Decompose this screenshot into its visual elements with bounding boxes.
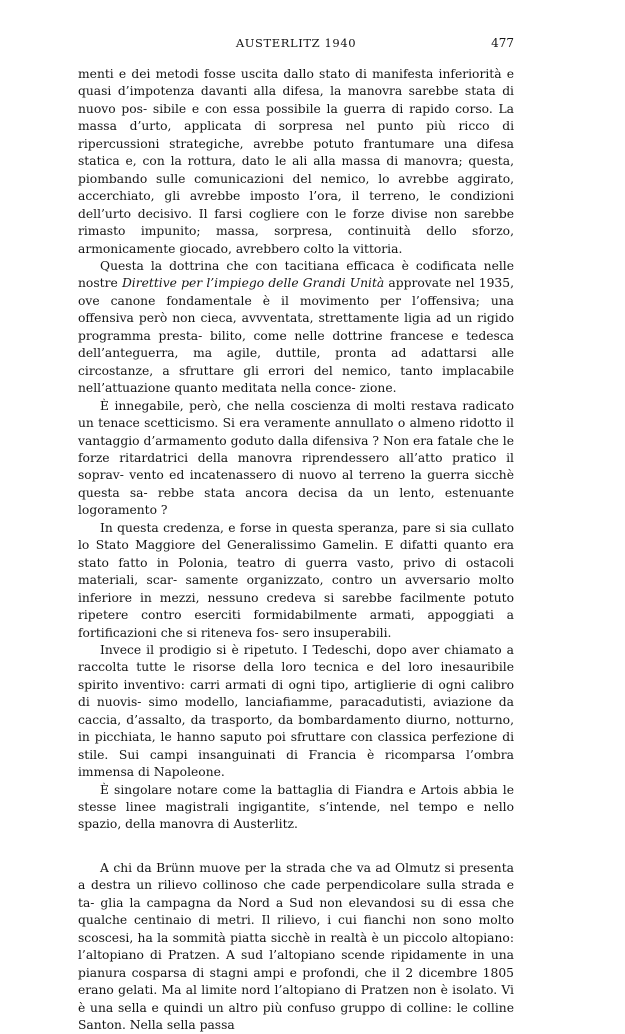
text-line: lo Stato Maggiore del Generalissimo Gamelin. E difatti quanto era stato — [78, 538, 514, 570]
text-line: fatto in Polonia, teatro di guerra vasto, privo di ostacoli materiali, scar- — [78, 555, 514, 588]
italic-title: Direttive per l’impiego delle Grandi Unità — [121, 276, 385, 291]
paragraph-2 — [78, 258, 514, 398]
text-line: da trasporto, da bombardamento diurno, notturno, in picchiata, le — [78, 712, 514, 745]
text-line: sforzo, armonicamente giocado, avrebbero colto la vittoria. — [78, 224, 514, 256]
text-line: un altro più confuso gruppo di colline: le colline Santon. Nella sella passa — [78, 1000, 514, 1033]
text-line: formidabilmente armati, appoggiati a fortificazioni che si riteneva fos- — [78, 608, 514, 640]
text-line: raccolta tutte le risorse della loro tecnica e del loro inesauribile spirito — [78, 660, 514, 692]
paragraph-4 — [78, 520, 514, 642]
text-line: terreno, le condizioni dell’urto decisivo. Il farsi cogliere con le forze — [78, 189, 514, 221]
text-line: vento ed incatenassero di nuovo al terreno la guerra sicchè questa sa- — [78, 468, 514, 500]
text-line: rebbe stata ancora decisa da un lento, estenuante logoramento ? — [78, 485, 514, 518]
text-line: Invece il prodigio si è ripetuto. I Tedeschi, dopo aver chiamato a — [100, 642, 514, 657]
text-line: duttile, pronta ad adattarsi alle circostanze, a sfruttare gli errori del — [78, 346, 514, 378]
paragraph-6 — [78, 782, 514, 834]
page-body — [78, 66, 514, 1034]
text-line: la sommità piatta sicchè in realtà è un piccolo altopiano: l’altopiano di — [78, 930, 514, 963]
text-line: simo modello, lanciafiamme, paracadutisti, aviazione da caccia, d’assalto, — [78, 695, 514, 727]
text-line: nessuno credeva si sarebbe facilmente potuto ripetere contro eserciti — [78, 590, 514, 623]
text-line: applicata di sorpresa nel punto più ricco di ripercussioni strategiche, — [78, 119, 514, 151]
text-line: vantaggio d’armamento goduto dalla difensiva ? Non era fatale che le — [78, 433, 514, 448]
text-line: d’impotenza davanti alla difesa, la manovra sarebbe stata di nuovo pos- — [78, 84, 514, 116]
paragraph-7 — [78, 860, 514, 1034]
text-line: insanguinati di Francia è ricomparsa l’ombra immensa di Napoleone. — [78, 747, 514, 780]
text-line: glia la campagna da Nord a Sud non elevandosi su di essa che qualche — [78, 895, 514, 928]
text-line: Pratzen. A sud l’altopiano scende ripidamente in una pianura cosparsa — [78, 948, 514, 980]
text-line: A chi da Brünn muove per la strada che va ad Olmutz si presenta — [100, 860, 514, 875]
text-line: approvate nel 1935, ove canone — [78, 276, 514, 308]
text-line: limite nord l’altopiano di Pratzen non è isolato. Vi è una sella e quindi — [78, 983, 514, 1015]
text-line: sero insuperabili. — [282, 625, 392, 640]
text-line: centinaio di metri. Il rilievo, i cui fianchi non sono molto scoscesi, ha — [78, 913, 514, 945]
text-line: di stagni ampi e profondi, che il 2 dicembre 1805 erano gelati. Ma al — [78, 965, 514, 998]
text-line: nemico, tanto implacabile nell’attuazione quanto meditata nella conce- — [78, 363, 514, 396]
text-line: avrebbe potuto frantumare una difesa statica e, con la rottura, dato le — [78, 136, 514, 169]
page-number: 477 — [491, 36, 514, 50]
paragraph-3 — [78, 398, 514, 520]
text-line: sibile e con essa possibile la guerra di rapido corso. La massa d’urto, — [78, 101, 514, 134]
text-line: inventivo: carri armati di ogni tipo, artiglierie di ogni calibro di nuovis- — [78, 677, 514, 710]
section-gap — [78, 834, 514, 860]
text-line: hanno saputo poi sfruttare con classica perfezione di stile. Sui campi — [78, 730, 514, 762]
text-line: È innegabile, però, che nella coscienza di molti restava radicato un — [78, 398, 514, 431]
paragraph-5 — [78, 642, 514, 782]
text-line: bilito, come nelle dottrine francese e tedesca dell’anteguerra, ma agile, — [78, 328, 515, 361]
text-line: tenace scetticismo. Si era veramente annullato o almeno ridotto il — [98, 416, 514, 431]
text-line: menti e dei metodi fosse uscita dallo stato di manifesta inferiorità e quasi — [78, 67, 514, 99]
text-line: zione. — [359, 381, 397, 396]
text-line: È singolare notare come la battaglia di Fiandra e Artois abbia le — [100, 782, 514, 797]
text-line: Questa la dottrina che con tacitiana efficaca è codificata nelle nostre — [78, 258, 514, 291]
paragraph-1 — [78, 66, 514, 258]
text-line: cieca, avvventata, strettamente ligia ad un rigido programma presta- — [78, 311, 514, 343]
text-line: forze ritardatrici della manovra riprendessero all’atto pratico il soprav- — [78, 450, 514, 483]
text-line: fondamentale è il movimento per l’offensiva; una offensiva però non — [78, 293, 514, 326]
text-line: In questa credenza, e forse in questa speranza, pare si sia cullato — [100, 520, 514, 535]
text-line: ali alla massa di manovra; questa, piombando sulle comunicazioni del — [78, 154, 514, 186]
text-line: stesse linee magistrali ingigantite, s’intende, nel tempo e nello spazio, — [78, 800, 514, 832]
text-line: a destra un rilievo collinoso che cade perpendicolare sulla strada e ta- — [78, 878, 514, 910]
text-line: nemico, lo avrebbe aggirato, accerchiato, gli avrebbe imposto l’ora, il — [78, 171, 514, 204]
text-line: samente organizzato, contro un avversario molto inferiore in mezzi, — [78, 573, 514, 605]
running-title: AUSTERLITZ 1940 — [235, 36, 357, 50]
text-line: della manovra di Austerlitz. — [125, 817, 298, 832]
page-header — [78, 36, 514, 52]
text-line: divise non sarebbe rimasto impunito; massa, sorpresa, continuità dello — [78, 206, 514, 239]
